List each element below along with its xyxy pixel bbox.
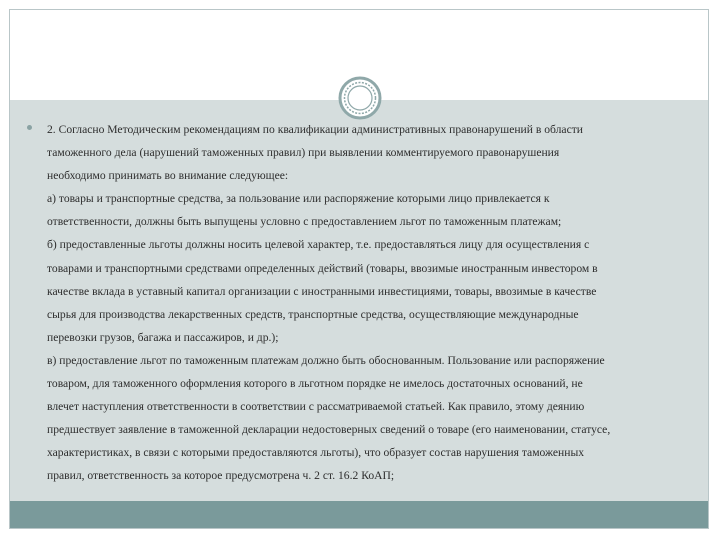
body-line: таможенного дела (нарушений таможенных правил) при выявлении комментируемого правонарушения — [47, 146, 560, 160]
body-line: влечет наступления ответственности в соответствии с рассматриваемой статьей. Как правило, этому деянию — [47, 400, 585, 414]
body-line: сырья для производства лекарственных средств, транспортные средства, осуществляющие международные — [47, 307, 579, 321]
body-line: товарами и транспортными средствами определенных действий (товары, ввозимые иностранным инвестором в — [47, 261, 598, 275]
body-line: ответственности, должны быть выпущены условно с предоставлением льгот по таможенным платежам; — [47, 215, 562, 229]
decorative-ring-icon — [338, 76, 382, 120]
body-line: в) предоставление льгот по таможенным платежам должно быть обоснованным. Пользование или распоряжение — [47, 353, 605, 367]
body-line: 2. Согласно Методическим рекомендациям по квалификации административных правонарушений в области — [47, 123, 583, 136]
body-line: товаром, для таможенного оформления которого в льготном порядке не имелось достаточных оснований, не — [47, 377, 583, 391]
body-line: правил, ответственность за которое предусмотрена ч. 2 ст. 16.2 КоАП; — [47, 469, 395, 483]
bullet-dot-icon — [27, 125, 32, 130]
body-line: перевозки грузов, багажа и пассажиров, и др.); — [47, 330, 279, 344]
footer-band — [10, 501, 708, 528]
body-line: предшествует заявление в таможенной декларации недостоверных сведений о товаре (его наименовании, статусе, — [47, 423, 611, 437]
body-line: б) предоставленные льготы должны носить целевой характер, т.е. предоставляться лицу для осуществления с — [47, 238, 590, 252]
body-line: качестве вклада в уставный капитал организации с иностранными инвестициями, товары, ввозимые в качестве — [47, 284, 597, 298]
body-line: характеристиках, в связи с которыми предоставляются льготы), что образует состав нарушения таможенных — [47, 446, 585, 460]
body-text — [47, 118, 687, 488]
body-line: а) товары и транспортные средства, за пользование или распоряжение которыми лицо привлекается к — [47, 192, 550, 206]
body-line: необходимо принимать во внимание следующее: — [47, 169, 289, 183]
